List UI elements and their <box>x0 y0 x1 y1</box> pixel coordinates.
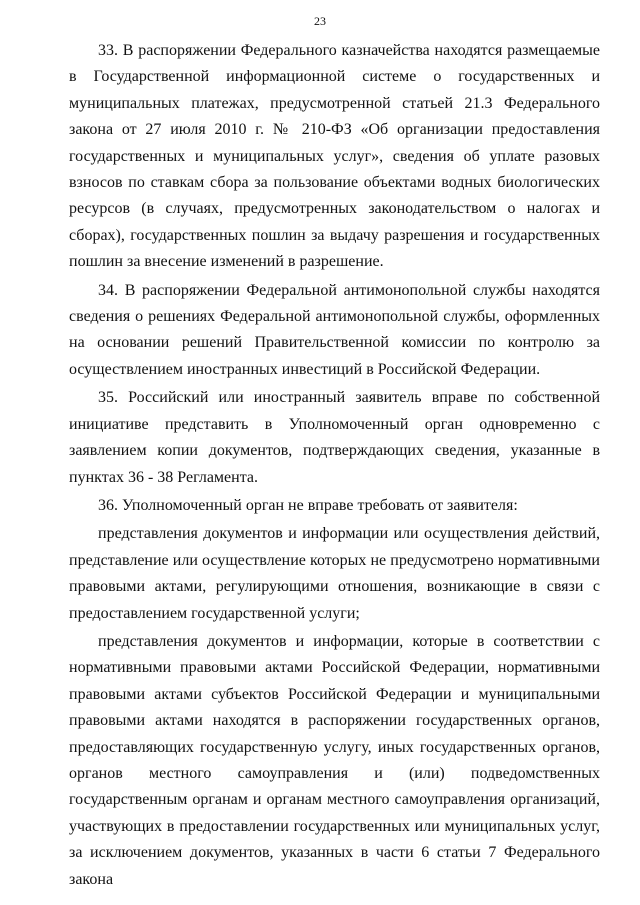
paragraph-36-item-2: представления документов и информации, которые в соответствии с нормативными правовыми актами Российской Федерации, нормативными правовыми актами субъектов Российской Федерации и муниципальными правовыми актами находятся в распоряжении государственных органов, предоставляющих государственную услугу, иных государственных органов, органов местного самоуправления и (или) подведомственных государственным органам и органам местного самоуправления организаций, участвующих в предоставлении государственных или муниципальных услуг, за исключением документов, указанных в части 6 статьи 7 Федерального закона <box>69 632 600 888</box>
page-number: 23 <box>314 14 326 28</box>
paragraph-36-item-1: представления документов и информации или осуществления действий, представление или осуществление которых не предусмотрено нормативными правовыми актами, регулирующими отношения, возникающие в связи с предоставлением государственной услуги; <box>69 525 600 622</box>
paragraph-33: 33. В распоряжении Федерального казначейства находятся размещаемые в Государственной информационной системе о государственных и муниципальных платежах, предусмотренной статьей 21.3 Федерального закона от 27 июля 2010 г. № 210-ФЗ «Об организации предоставления государственных и муниципальных услуг», сведения об уплате разовых взносов по ставкам сбора за пользование объектами водных биологических ресурсов (в случаях, предусмотренных законодательством о налогах и сборах), государственных пошлин за выдачу разрешения и государственных пошлин за внесение изменений в разрешение. <box>69 42 600 271</box>
paragraph-34: 34. В распоряжении Федеральной антимонопольной службы находятся сведения о решениях Федеральной антимонопольной службы, оформленных на основании решений Правительственной комиссии по контролю за осуществлением иностранных инвестиций в Российской Федерации. <box>69 281 600 378</box>
paragraph-35: 35. Российский или иностранный заявитель вправе по собственной инициативе представить в Уполномоченный орган одновременно с заявлением копии документов, подтверждающих сведения, указанные в пунктах 36 - 38 Регламента. <box>69 389 600 486</box>
document-body <box>69 38 600 895</box>
paragraph-36: 36. Уполномоченный орган не вправе требовать от заявителя: <box>98 496 518 514</box>
